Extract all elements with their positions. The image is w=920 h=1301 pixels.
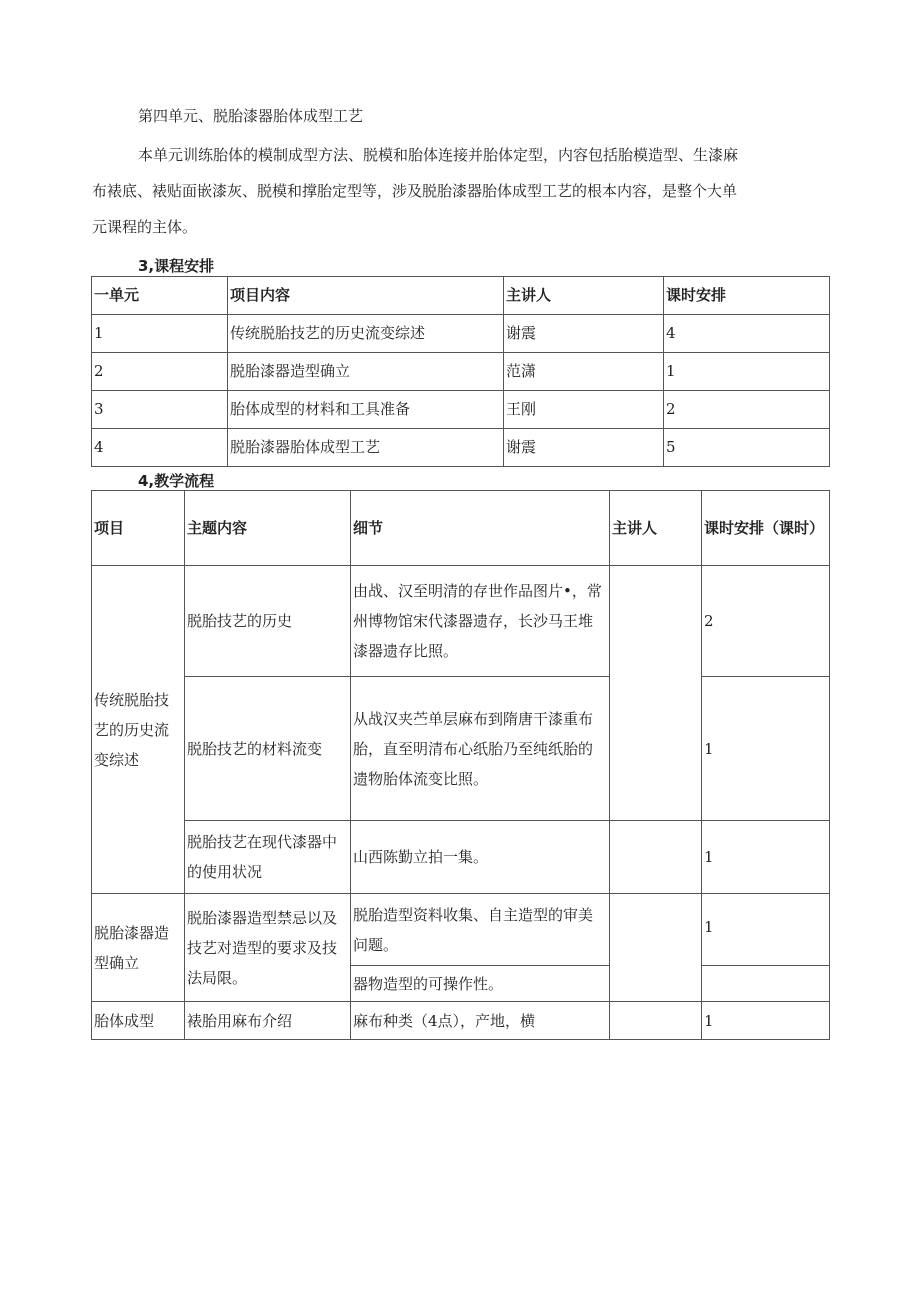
topic-cell: 裱胎用麻布介绍 [185,1002,351,1040]
table-row [92,315,830,353]
project-cell: 脱胎漆器造型确立 [92,894,185,1002]
header-lecturer: 主讲人 [610,491,702,566]
detail-cell: 山西陈勤立拍一集。 [351,821,610,894]
detail-cell: 脱胎造型资料收集、自主造型的审美问题。 [351,894,610,966]
hours-cell: 1 [702,821,830,894]
paragraph-line-3: 元课程的主体。 [92,218,198,236]
detail-cell: 麻布种类（4点），产地，横 [351,1002,610,1040]
topic-cell: 脱胎技艺的材料流变 [185,677,351,821]
hours-cell: 1 [664,353,830,391]
table-row [92,1002,830,1040]
paragraph-line-2: 布裱底、裱贴面嵌漆灰、脱模和撑胎定型等，涉及脱胎漆器胎体成型工艺的根本内容，是整个大单 [92,182,738,200]
content-cell: 胎体成型的材料和工具准备 [228,391,504,429]
table-row [92,677,830,821]
table-row [92,566,830,677]
header-hours: 课时安排（课时） [702,491,830,566]
lecturer-cell: 谢震 [504,429,664,467]
hours-cell: 1 [702,894,830,966]
topic-cell: 脱胎技艺在现代漆器中的使用状况 [185,821,351,894]
header-content: 项目内容 [228,277,504,315]
hours-cell: 2 [664,391,830,429]
hours-cell [702,966,830,1002]
hours-cell: 1 [702,677,830,821]
lecturer-cell: 范潇 [504,353,664,391]
unit-cell: 3 [92,391,228,429]
hours-cell: 2 [702,566,830,677]
table-row [92,391,830,429]
project-cell: 胎体成型 [92,1002,185,1040]
flow-table [91,490,830,1040]
header-hours: 课时安排 [664,277,830,315]
lecturer-cell [610,894,702,1002]
lecturer-cell: 王刚 [504,391,664,429]
unit-cell: 1 [92,315,228,353]
schedule-heading: 3,课程安排 [138,257,215,275]
content-cell: 脱胎漆器造型确立 [228,353,504,391]
table-row [92,821,830,894]
lecturer-cell [610,1002,702,1040]
unit-cell: 2 [92,353,228,391]
header-unit: 一单元 [92,277,228,315]
topic-cell: 脱胎技艺的历史 [185,566,351,677]
detail-cell: 从战汉夹苎单层麻布到隋唐干漆重布胎，直至明清布心纸胎乃至纯纸胎的遗物胎体流变比照。 [351,677,610,821]
hours-cell: 4 [664,315,830,353]
header-project: 项目 [92,491,185,566]
lecturer-cell [610,566,702,821]
header-detail: 细节 [351,491,610,566]
table-row [92,353,830,391]
lecturer-cell: 谢震 [504,315,664,353]
content-cell: 脱胎漆器胎体成型工艺 [228,429,504,467]
hours-cell: 1 [702,1002,830,1040]
paragraph-line-1: 本单元训练胎体的模制成型方法、脱模和胎体连接并胎体定型，内容包括胎模造型、生漆麻 [138,146,739,164]
topic-cell: 脱胎漆器造型禁忌以及技艺对造型的要求及技法局限。 [185,894,351,1002]
header-topic: 主题内容 [185,491,351,566]
table-row [92,429,830,467]
project-cell: 传统脱胎技艺的历史流变综述 [92,566,185,894]
table-row [92,894,830,966]
unit-cell: 4 [92,429,228,467]
hours-cell: 5 [664,429,830,467]
schedule-table [91,276,830,467]
detail-cell: 器物造型的可操作性。 [351,966,610,1002]
lecturer-cell [610,821,702,894]
content-cell: 传统脱胎技艺的历史流变综述 [228,315,504,353]
schedule-header-row [92,277,830,315]
detail-cell: 由战、汉至明清的存世作品图片•，常州博物馆宋代漆器遗存，长沙马王堆漆器遗存比照。 [351,566,610,677]
header-lecturer: 主讲人 [504,277,664,315]
flow-header-row [92,491,830,566]
flow-heading: 4,教学流程 [138,472,215,490]
section4-heading: 第四单元、脱胎漆器胎体成型工艺 [138,107,364,125]
